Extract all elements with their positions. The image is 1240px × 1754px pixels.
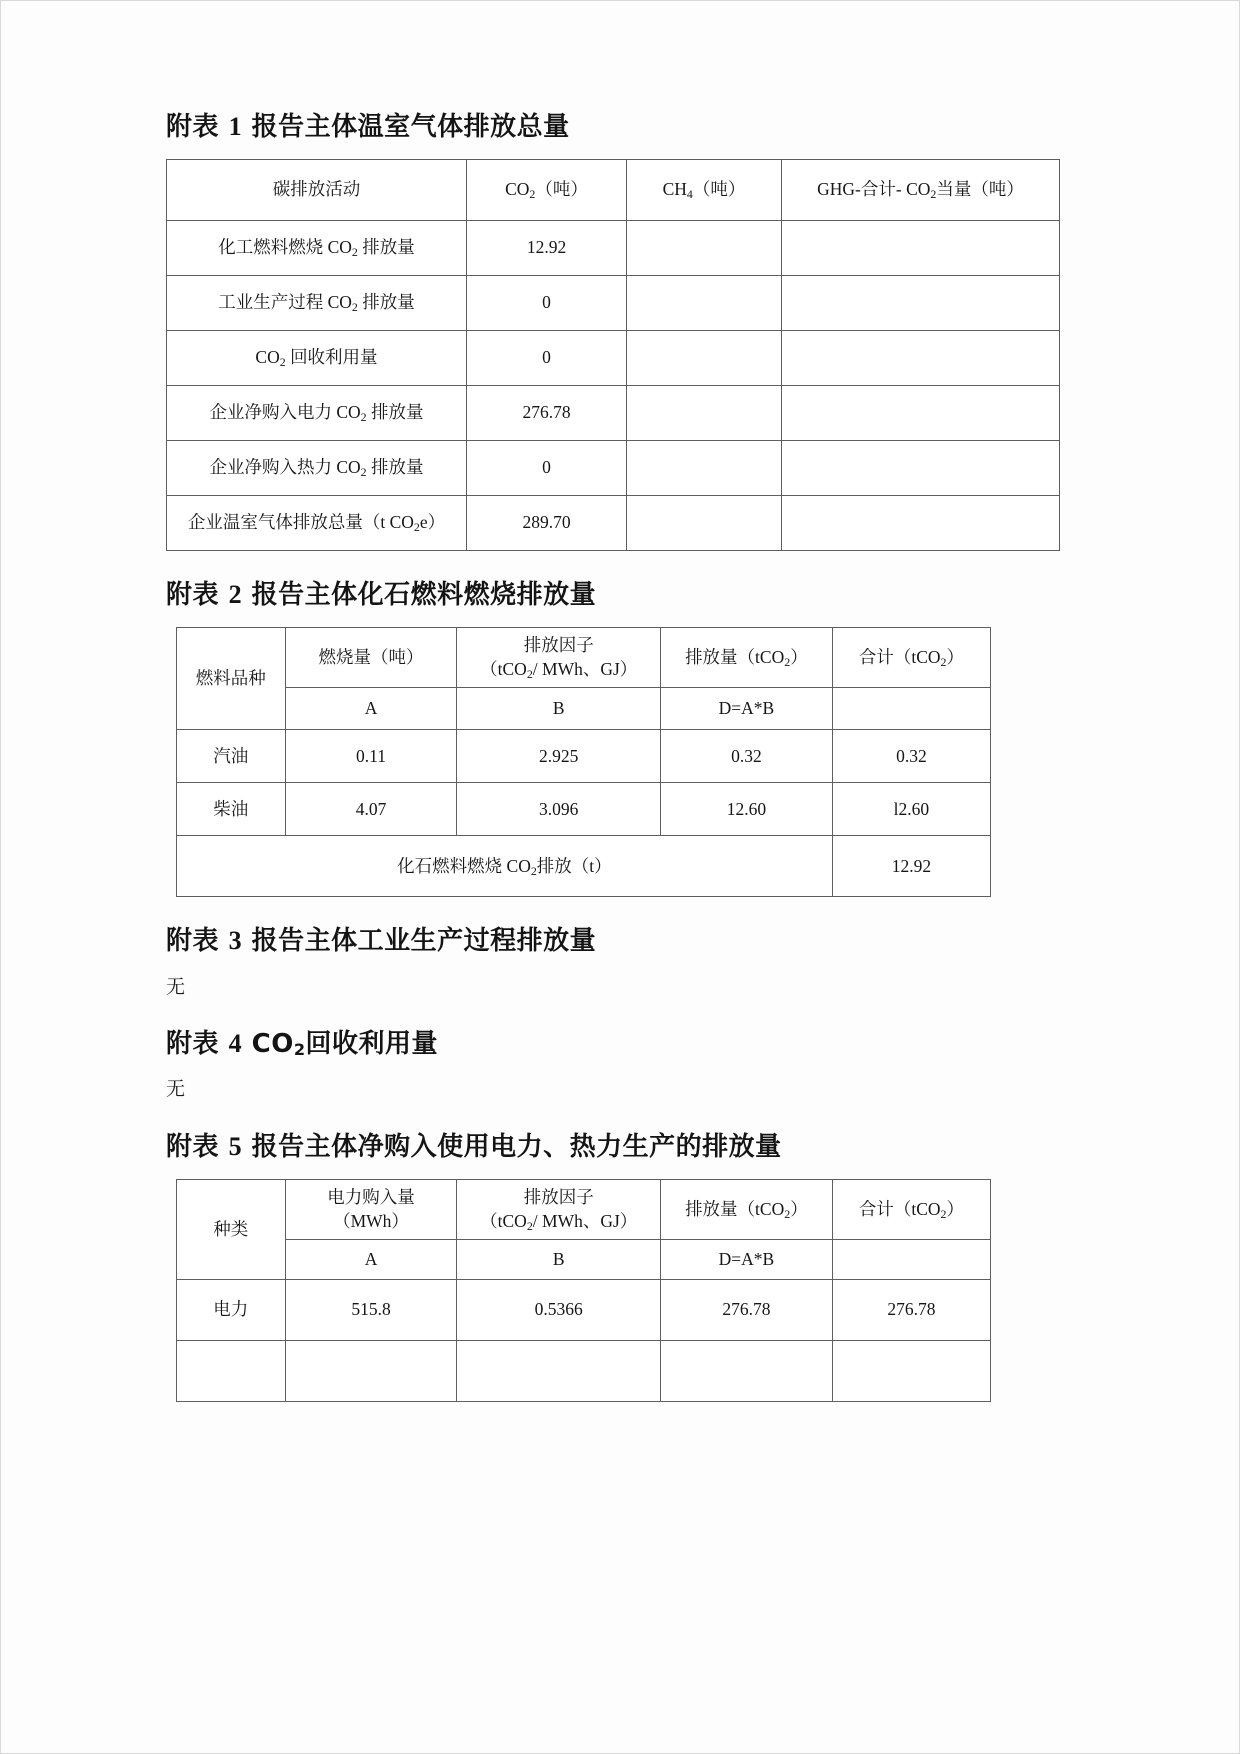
col-header-co2: $CO_2$（吨） xyxy=(467,160,627,221)
col-header-power-purchased: 电力购入量 （MWh） xyxy=(285,1179,457,1239)
fossil-fuel-table xyxy=(176,627,991,897)
section-title-table1 xyxy=(166,109,1096,145)
cell-emission-factor: 0.5366 xyxy=(457,1280,661,1341)
table-row xyxy=(167,276,1060,331)
section-title-number-5: 5 xyxy=(228,1131,243,1161)
cell-subtotal: 276.78 xyxy=(832,1280,990,1341)
col-header-kind: 种类 xyxy=(177,1179,286,1279)
section-title-text-5: 报告主体净购入使用电力、热力生产的排放量 xyxy=(251,1131,782,1162)
section-title-prefix-2: 附表 xyxy=(166,580,220,610)
col-code-b: B xyxy=(457,688,661,730)
table-row xyxy=(167,331,1060,386)
cell-subtotal: l2.60 xyxy=(832,783,990,836)
cell-fuel-name: 汽油 xyxy=(177,730,286,783)
col-header-emission-factor: 排放因子 （tCO$_2$/ MWh、GJ） xyxy=(457,628,661,688)
row-label: $CO_2$ 回收利用量 xyxy=(167,331,467,386)
cell-ch4-total xyxy=(627,496,782,551)
table-row-total xyxy=(167,496,1060,551)
cell-burn-amount: 0.11 xyxy=(285,730,457,783)
cell-ghg xyxy=(782,221,1060,276)
table4-body-text: 无 xyxy=(166,1078,186,1101)
cell-ghg xyxy=(782,276,1060,331)
section-title-prefix-5: 附表 xyxy=(166,1131,220,1161)
section-title-number-4: 4 xyxy=(228,1029,243,1059)
section-title-number-1: 1 xyxy=(228,112,243,141)
section-title-table3 xyxy=(166,923,1096,959)
section-title-table5 xyxy=(166,1129,1096,1165)
cell-co2: 276.78 xyxy=(467,386,627,441)
table-row xyxy=(177,783,991,836)
cell-emission-factor: 2.925 xyxy=(457,730,661,783)
cell-emission-amount: 0.32 xyxy=(660,730,832,783)
cell-ch4 xyxy=(627,441,782,496)
cell-burn-amount: 4.07 xyxy=(285,783,457,836)
cell-emission-amount: 276.78 xyxy=(660,1280,832,1341)
purchased-power-table-body xyxy=(177,1280,991,1402)
row-label-total: 企业温室气体排放总量（t $CO_2e$） xyxy=(167,496,467,551)
table-header-row-codes xyxy=(177,1240,991,1280)
section-table1 xyxy=(166,109,1096,551)
purchased-power-table xyxy=(176,1179,991,1402)
cell-ch4 xyxy=(627,386,782,441)
table-row xyxy=(177,1280,991,1341)
fossil-fuel-table-body xyxy=(177,730,991,897)
col-code-d: D=A*B xyxy=(660,688,832,730)
section-title-text-1: 报告主体温室气体排放总量 xyxy=(251,112,570,142)
cell-power-amount: 515.8 xyxy=(285,1280,457,1341)
page-content xyxy=(166,109,1096,1402)
row-label: 工业生产过程 $CO_2$ 排放量 xyxy=(167,276,467,331)
col-header-ghg-equivalent: GHG-合计- $CO_2$当量（吨） xyxy=(782,160,1060,221)
summary-value: 12.92 xyxy=(832,836,990,897)
cell-ghg xyxy=(782,441,1060,496)
cell-power-amount xyxy=(285,1341,457,1402)
cell-co2: 0 xyxy=(467,441,627,496)
col-header-fuel-type: 燃料品种 xyxy=(177,628,286,730)
col-header-ch4: $CH_4$（吨） xyxy=(627,160,782,221)
cell-ghg-total xyxy=(782,496,1060,551)
cell-emission-amount: 12.60 xyxy=(660,783,832,836)
section-title-text-4: 回收利用量 xyxy=(305,1029,439,1060)
section-title-number-3: 3 xyxy=(228,926,243,956)
summary-label: 化石燃料燃烧 $CO_2$排放（t） xyxy=(177,836,833,897)
cell-fuel-name: 柴油 xyxy=(177,783,286,836)
col-code-d: D=A*B xyxy=(660,1240,832,1280)
table-row-summary xyxy=(177,836,991,897)
section-title-prefix-3: 附表 xyxy=(166,926,220,956)
cell-kind-name xyxy=(177,1341,286,1402)
section-table3 xyxy=(166,923,1096,1000)
section-title-text-3: 报告主体工业生产过程排放量 xyxy=(251,926,597,957)
section-table5 xyxy=(166,1129,1096,1402)
cell-co2: 0 xyxy=(467,276,627,331)
col-header-subtotal: 合计（tCO$_2$） xyxy=(832,1179,990,1239)
table-header-row xyxy=(167,160,1060,221)
cell-emission-factor xyxy=(457,1341,661,1402)
ghg-total-table xyxy=(166,159,1060,551)
cell-emission-factor: 3.096 xyxy=(457,783,661,836)
cell-co2: 12.92 xyxy=(467,221,627,276)
col-header-activity xyxy=(167,160,467,221)
row-label: 企业净购入电力 $CO_2$ 排放量 xyxy=(167,386,467,441)
col-code-total xyxy=(832,688,990,730)
cell-kind-name: 电力 xyxy=(177,1280,286,1341)
section-table2 xyxy=(166,577,1096,897)
col-header-emission-factor: 排放因子 （tCO$_2$/ MWh、GJ） xyxy=(457,1179,661,1239)
cell-ch4 xyxy=(627,331,782,386)
cell-emission-amount xyxy=(660,1341,832,1402)
ghg-total-table-body xyxy=(167,221,1060,551)
table3-body-text: 无 xyxy=(166,975,186,998)
section-title-prefix-1: 附表 xyxy=(166,112,220,141)
col-code-a: A xyxy=(285,688,457,730)
col-header-emission-amount: 排放量（tCO$_2$） xyxy=(660,628,832,688)
col-code-b: B xyxy=(457,1240,661,1280)
section-title-co2: $CO_2$ xyxy=(251,1029,306,1060)
col-code-total xyxy=(832,1240,990,1280)
table-row-empty xyxy=(177,1341,991,1402)
col-header-subtotal: 合计（tCO$_2$） xyxy=(832,628,990,688)
cell-co2-total: 289.70 xyxy=(467,496,627,551)
section-title-prefix-4: 附表 xyxy=(166,1029,220,1059)
cell-co2: 0 xyxy=(467,331,627,386)
row-label: 化工燃料燃烧 $CO_2$ 排放量 xyxy=(167,221,467,276)
col-header-emission-amount: 排放量（tCO$_2$） xyxy=(660,1179,832,1239)
table-header-row-units xyxy=(177,628,991,688)
table-header-row-codes xyxy=(177,688,991,730)
section-table4 xyxy=(166,1026,1096,1103)
table-header-row-units xyxy=(177,1179,991,1239)
section-title-number-2: 2 xyxy=(228,580,243,610)
cell-ch4 xyxy=(627,276,782,331)
row-label: 企业净购入热力 $CO_2$ 排放量 xyxy=(167,441,467,496)
table-row xyxy=(177,730,991,783)
table-row xyxy=(167,441,1060,496)
table-row xyxy=(167,386,1060,441)
table-row xyxy=(167,221,1060,276)
col-code-a: A xyxy=(285,1240,457,1280)
cell-subtotal xyxy=(832,1341,990,1402)
col-header-burn-amount: 燃烧量（吨） xyxy=(285,628,457,688)
col-header-activity-label: 碳排放活动 xyxy=(272,179,361,200)
cell-subtotal: 0.32 xyxy=(832,730,990,783)
cell-ghg xyxy=(782,386,1060,441)
cell-ghg xyxy=(782,331,1060,386)
cell-ch4 xyxy=(627,221,782,276)
section-title-table2 xyxy=(166,577,1096,613)
section-title-table4 xyxy=(166,1026,1096,1062)
section-title-text-2: 报告主体化石燃料燃烧排放量 xyxy=(251,580,597,611)
